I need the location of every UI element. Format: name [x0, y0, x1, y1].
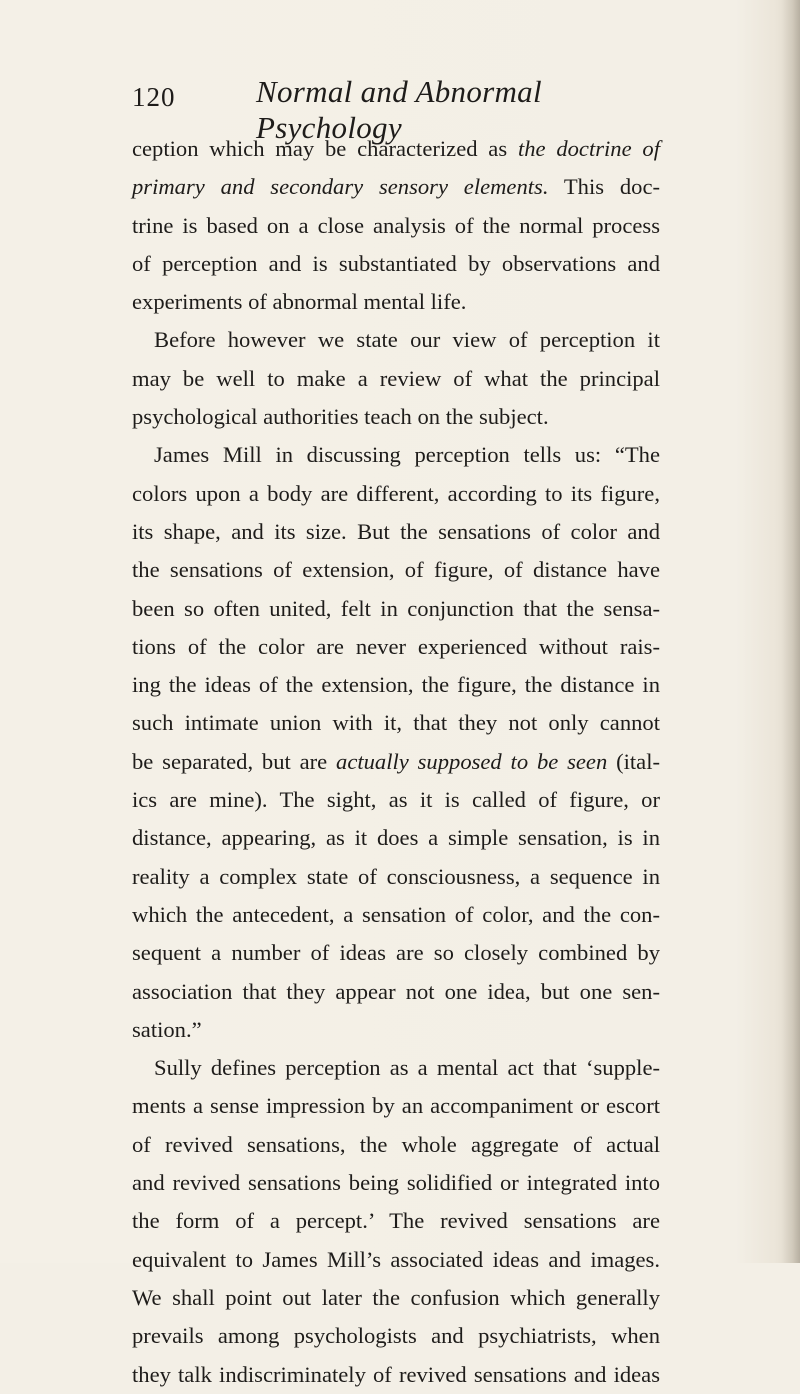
text-segment: Before however we state our view of perception it: [154, 327, 660, 353]
text-segment: of revived sensations, the whole aggregate of actual: [132, 1131, 660, 1157]
text-segment: the sensations of extension, of figure, of distance have: [132, 557, 660, 583]
text-line: [132, 896, 660, 934]
text-line: [132, 245, 660, 283]
page-edge-shadow: [782, 0, 800, 1263]
text-segment: sation.”: [132, 1016, 202, 1042]
text-segment: ing the ideas of the extension, the figure, the distance in: [132, 672, 660, 698]
text-line: [132, 1202, 660, 1240]
text-segment: prevails among psychologists and psychiatrists, when: [132, 1323, 660, 1349]
text-line: [132, 1279, 660, 1317]
text-line: [132, 1241, 660, 1279]
text-segment: its shape, and its size. But the sensations of color and: [132, 518, 660, 544]
text-segment: trine is based on a close analysis of the normal process: [132, 212, 660, 238]
text-line: [132, 858, 660, 896]
text-line: [132, 628, 660, 666]
text-segment: such intimate union with it, that they not only cannot: [132, 710, 660, 736]
text-segment: and revived sensations being solidified or integrated into: [132, 1170, 660, 1196]
text-segment: tions of the color are never experienced without rais-: [132, 633, 660, 659]
text-line: [132, 130, 660, 168]
text-line: [132, 551, 660, 589]
text-segment: experiments of abnormal mental life.: [132, 289, 467, 315]
text-line: [132, 1049, 660, 1087]
text-segment: Sully defines perception as a mental act that ‘supple-: [154, 1055, 660, 1081]
text-line: [132, 666, 660, 704]
text-line: [132, 973, 660, 1011]
text-segment: the form of a percept.’ The revived sensations are: [132, 1208, 660, 1234]
text-segment: association that they appear not one idea, but one sen-: [132, 978, 660, 1004]
text-line: [132, 1126, 660, 1164]
text-line: [132, 475, 660, 513]
text-line: [132, 436, 660, 474]
text-line: [132, 283, 660, 321]
text-line: [132, 1317, 660, 1355]
text-line: [132, 1356, 660, 1394]
text-segment: ments a sense impression by an accompaniment or escort: [132, 1093, 660, 1119]
italic-text-segment: actually supposed to be seen: [336, 748, 608, 774]
text-segment: which the antecedent, a sensation of color, and the con-: [132, 901, 660, 927]
text-segment: sequent a number of ideas are so closely combined by: [132, 940, 660, 966]
text-segment: they talk indiscriminately of revived sensations and ideas: [132, 1361, 660, 1387]
text-segment: ics are mine). The sight, as it is called of figure, or: [132, 787, 660, 813]
text-segment: distance, appearing, as it does a simple sensation, is in: [132, 825, 660, 851]
text-line: [132, 321, 660, 359]
italic-text-segment: the doctrine of: [517, 136, 660, 161]
text-segment: (ital-: [607, 748, 660, 774]
text-line: [132, 1164, 660, 1202]
text-segment: been so often united, felt in conjunction that the sensa-: [132, 595, 660, 621]
text-line: [132, 360, 660, 398]
text-segment: be separated, but are: [132, 748, 337, 774]
text-line: [132, 743, 660, 781]
page-number: 120: [132, 82, 176, 112]
text-line: [132, 207, 660, 245]
text-line: [132, 704, 660, 742]
text-segment: psychological authorities teach on the subject.: [132, 404, 549, 430]
italic-text-segment: primary and secondary sensory elements.: [132, 174, 549, 200]
text-segment: colors upon a body are different, according to its figure,: [132, 480, 660, 506]
text-segment: We shall point out later the confusion which generally: [132, 1284, 660, 1310]
text-segment: of perception and is substantiated by observations and: [132, 250, 660, 276]
text-line: [132, 934, 660, 972]
page-header: [132, 74, 672, 145]
text-line: [132, 819, 660, 857]
body-text: [132, 130, 660, 1394]
text-line: [132, 1087, 660, 1125]
text-line: [132, 590, 660, 628]
text-segment: reality a complex state of consciousness, a sequence in: [132, 863, 660, 889]
text-segment: may be well to make a review of what the principal: [132, 365, 660, 391]
text-segment: equivalent to James Mill’s associated ideas and images.: [132, 1246, 660, 1272]
text-line: [132, 1011, 660, 1049]
text-segment: This doc-: [548, 174, 660, 200]
text-segment: James Mill in discussing perception tells us: “The: [154, 442, 660, 468]
text-line: [132, 398, 660, 436]
running-title: Normal and Abnormal Psychology: [256, 74, 542, 145]
text-line: [132, 781, 660, 819]
text-line: [132, 513, 660, 551]
text-segment: ception which may be characterized as: [132, 136, 518, 161]
text-line: [132, 168, 660, 206]
